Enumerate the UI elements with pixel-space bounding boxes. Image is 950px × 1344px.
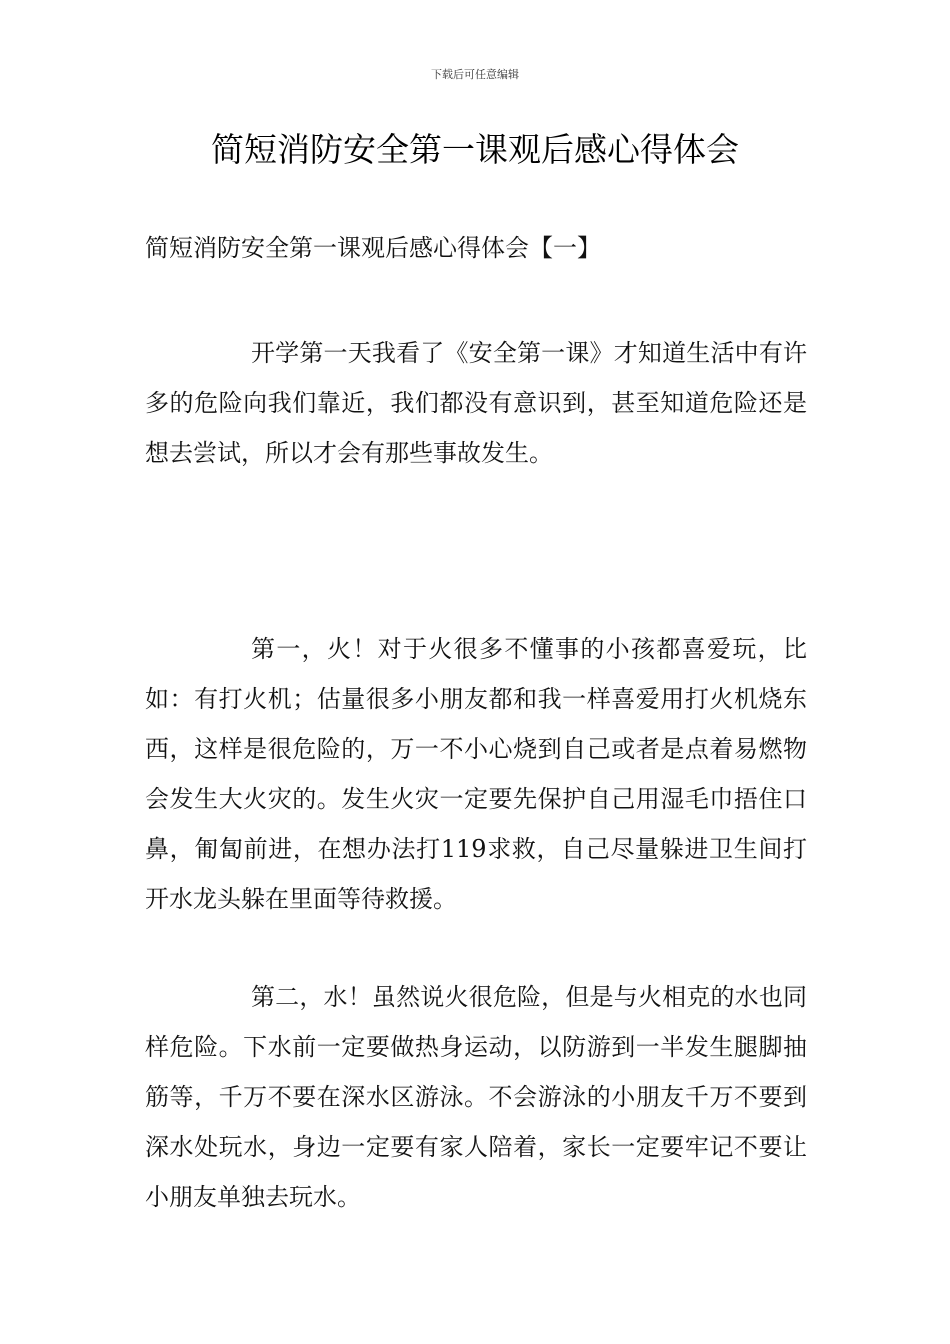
paragraph-fire: 第一，火！对于火很多不懂事的小孩都喜爱玩，比如：有打火机；估量很多小朋友都和我一样喜爱用打火机烧东西，这样是很危险的，万一不小心烧到自己或者是点着易燃物会发生大火灾的。发生火灾一定要先保护自己用湿毛巾捂住口鼻，匍匐前进，在想办法打119求救，自己尽量躲进卫生间打开水龙头躲在里面等待救援。 [145, 635, 807, 913]
paragraph-water: 第二，水！虽然说火很危险，但是与火相克的水也同样危险。下水前一定要做热身运动，以防游到一半发生腿脚抽筋等，千万不要在深水区游泳。不会游泳的小朋友千万不要到深水处玩水，身边一定要有家人陪着，家长一定要牢记不要让小朋友单独去玩水。 [145, 983, 807, 1211]
section-heading: 简短消防安全第一课观后感心得体会【一】 [145, 234, 601, 262]
document-title: 简短消防安全第一课观后感心得体会 [211, 130, 739, 169]
paragraph-intro: 开学第一天我看了《安全第一课》才知道生活中有许多的危险向我们靠近，我们都没有意识到，甚至知道危险还是想去尝试，所以才会有那些事故发生。 [145, 339, 807, 467]
header-note: 下载后可任意编辑 [431, 68, 519, 81]
